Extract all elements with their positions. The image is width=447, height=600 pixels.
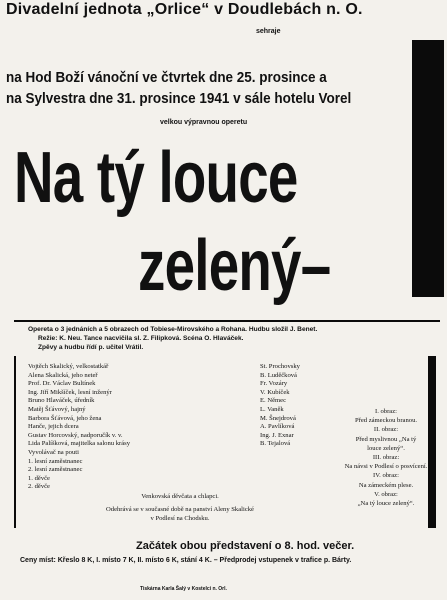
prices-line: Ceny míst: Křeslo 8 K, I. místo 7 K, II. místo 6 K, stání 4 K. – Předprodej vstupenek v trafice p. Bárty. bbox=[20, 557, 352, 564]
cast-role: Vojtěch Skalický, velkostatkář bbox=[28, 363, 109, 370]
scene-line: IV. obraz: bbox=[373, 472, 399, 480]
description-line-3: Zpěvy a hudbu řídí p. učitel Vrátil. bbox=[38, 344, 144, 351]
cast-role: Hanče, jejich dcera bbox=[28, 423, 79, 431]
horizontal-rule bbox=[14, 320, 440, 322]
performs-label: sehraje bbox=[256, 28, 281, 35]
cast-role: 1. děvče bbox=[28, 474, 50, 482]
scene-line: louce zelený“. bbox=[367, 444, 405, 452]
date-line-1: na Hod Boží vánoční ve čtvrtek dne 25. prosince a bbox=[6, 70, 327, 86]
cast-box-left-border bbox=[14, 356, 16, 528]
scene-line: II. obraz: bbox=[373, 426, 399, 434]
cast-role: Matěj Šťávový, hajný bbox=[28, 405, 86, 413]
scene-line: Na zámeckém plese. bbox=[358, 481, 414, 489]
cast-actor: B. Luděčková bbox=[260, 371, 297, 379]
cast-actor: Ing. J. Exnar bbox=[260, 431, 294, 439]
description-line-1: Opereta o 3 jednáních a 5 obrazech od Tobiese-Mirovského a Rohana. Hudbu složil J. Benet. bbox=[28, 326, 318, 333]
cast-role: Ing. Jiří Mikšíček, lesní inženýr bbox=[28, 388, 112, 396]
cast-role: Vyvolávač na pouti bbox=[28, 448, 79, 456]
cast-actor: E. Němec bbox=[260, 397, 286, 405]
setting-line-2: v Podlesí na Chodsku. bbox=[150, 515, 210, 522]
cast-actor: L. Vaněk bbox=[260, 405, 284, 413]
cast-role: 1. lesní zaměstnanec bbox=[28, 457, 83, 465]
right-black-bar bbox=[412, 40, 444, 297]
cast-actor: M. Šnejdrová bbox=[260, 414, 296, 422]
intro-text: velkou výpravnou operetu bbox=[160, 119, 248, 126]
cast-roles bbox=[28, 363, 130, 492]
description-block bbox=[28, 325, 438, 352]
cast-actor: Fr. Vozáry bbox=[260, 380, 288, 388]
cast-actor: A. Pavlíková bbox=[260, 423, 295, 431]
organizer-heading: Divadelní jednota „Orlice“ v Doudlebách n. O. bbox=[6, 1, 363, 18]
cast-role: Bruno Hlaváček, úředník bbox=[28, 397, 95, 405]
scene-line: I. obraz: bbox=[375, 408, 397, 415]
cast-role: 2. lesní zaměstnanec bbox=[28, 466, 83, 474]
printer-credit: Tiskárna Karla Šalý v Kostelci n. Orl. bbox=[140, 586, 227, 592]
extras-note: Venkovská děvčata a chlapci. bbox=[141, 493, 219, 500]
scene-line: V. obraz: bbox=[374, 490, 398, 498]
cast-actor: St. Prochovsky bbox=[260, 363, 300, 370]
scene-line: Před zámeckou branou. bbox=[354, 417, 418, 425]
cast-role: Gustav Horcovský, nadporučík v. v. bbox=[28, 431, 123, 439]
scene-line: Na návsi v Podlesí o posvícení. bbox=[344, 463, 428, 471]
start-time: Začátek obou představení o 8. hod. večer. bbox=[136, 540, 355, 552]
scene-line: „Na tý louce zelený“. bbox=[357, 500, 415, 508]
cast-role: 2. děvče bbox=[28, 483, 50, 491]
description-line-2: Režie: K. Neu. Tance nacvičila sl. Z. Filipková. Scéna O. Hlaváček. bbox=[38, 335, 244, 342]
scene-line: Před myslivnou „Na tý bbox=[355, 435, 417, 443]
cast-role: Barbora Šťávová, jeho žena bbox=[28, 414, 102, 422]
cast-role: Lida Palíšková, majitelka salonu krásy bbox=[28, 440, 130, 448]
scenes-list bbox=[336, 407, 436, 508]
cast-role: Prof. Dr. Václav Bultínek bbox=[28, 380, 96, 388]
cast-actor: V. Kubíček bbox=[260, 388, 290, 396]
title-line-2: zelený– bbox=[138, 226, 331, 306]
cast-actors bbox=[260, 363, 300, 449]
title-line-1: Na tý louce bbox=[14, 138, 298, 218]
cast-role: Alena Skalická, jeho neteř bbox=[28, 371, 98, 379]
setting-note bbox=[40, 505, 320, 523]
cast-actor: B. Tejalová bbox=[260, 440, 291, 448]
scene-line: III. obraz: bbox=[372, 454, 400, 462]
setting-line-1: Odehrává se v současné době na panství Aleny Skalické bbox=[106, 506, 254, 513]
date-line-2: na Sylvestra dne 31. prosince 1941 v sále hotelu Vorel bbox=[6, 91, 352, 107]
